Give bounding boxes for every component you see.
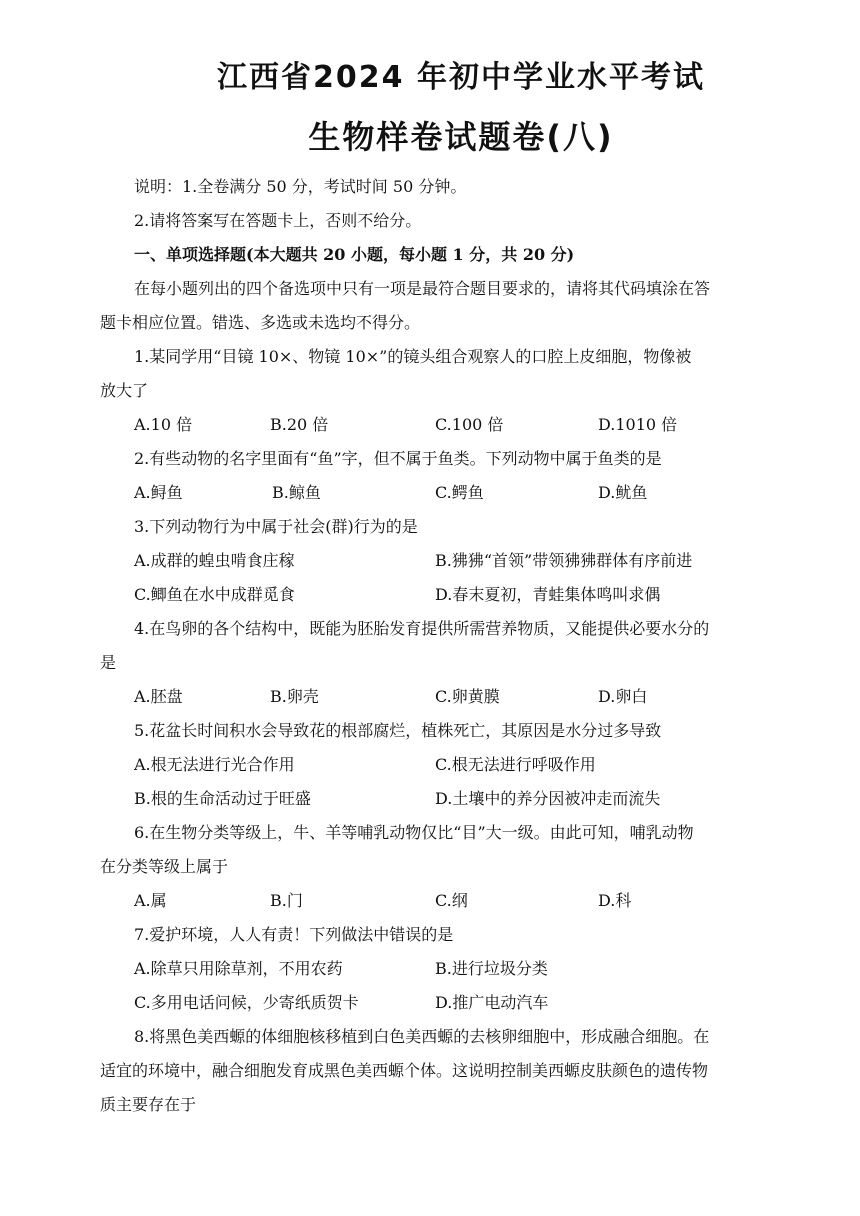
- option-d: D.科: [598, 891, 632, 910]
- option-c: C.鲫鱼在水中成群觅食: [134, 585, 295, 604]
- question-stem: 质主要存在于: [100, 1095, 197, 1114]
- option-c: C.纲: [435, 891, 468, 910]
- question-stem: 4.在鸟卵的各个结构中，既能为胚胎发育提供所需营养物质，又能提供必要水分的: [134, 619, 710, 638]
- question-stem: 是: [100, 653, 117, 672]
- question-stem: 2.有些动物的名字里面有“鱼”字，但不属于鱼类。下列动物中属于鱼类的是: [134, 449, 662, 468]
- option-c: C.100 倍: [435, 415, 504, 434]
- question-stem: 5.花盆长时间积水会导致花的根部腐烂，植株死亡，其原因是水分过多导致: [134, 721, 662, 740]
- option-b: B.狒狒“首领”带领狒狒群体有序前进: [435, 551, 693, 570]
- option-d: D.春末夏初，青蛙集体鸣叫求偶: [435, 585, 661, 604]
- option-d: D.推广电动汽车: [435, 993, 549, 1012]
- question-stem: 8.将黑色美西螈的体细胞核移植到白色美西螈的去核卵细胞中，形成融合细胞。在: [134, 1027, 710, 1046]
- question-stem: 在分类等级上属于: [100, 857, 229, 876]
- option-a: A.10 倍: [134, 415, 193, 434]
- question-stem: 7.爱护环境，人人有责！下列做法中错误的是: [134, 925, 454, 944]
- option-b: B.鲸鱼: [272, 483, 321, 502]
- note-line: 说明：1.全卷满分 50 分，考试时间 50 分钟。: [134, 177, 467, 196]
- option-c: C.多用电话问候，少寄纸质贺卡: [134, 993, 359, 1012]
- option-d: D.1010 倍: [598, 415, 678, 434]
- section-instruction: 在每小题列出的四个备选项中只有一项是最符合题目要求的，请将其代码填涂在答: [134, 279, 711, 298]
- question-stem: 3.下列动物行为中属于社会(群)行为的是: [134, 517, 418, 536]
- question-stem: 放大了: [100, 381, 149, 400]
- option-c: C.卵黄膜: [435, 687, 500, 706]
- option-c: C.根无法进行呼吸作用: [435, 755, 596, 774]
- page-title: 江西省2024 年初中学业水平考试: [217, 60, 705, 95]
- option-d: D.土壤中的养分因被冲走而流失: [435, 789, 661, 808]
- option-a: A.属: [134, 891, 167, 910]
- option-a: A.鲟鱼: [134, 483, 183, 502]
- option-c: C.鳄鱼: [435, 483, 484, 502]
- option-b: B.20 倍: [270, 415, 329, 434]
- option-b: B.门: [270, 891, 303, 910]
- option-a: A.除草只用除草剂，不用农药: [134, 959, 343, 978]
- option-a: A.根无法进行光合作用: [134, 755, 295, 774]
- option-b: B.根的生命活动过于旺盛: [134, 789, 311, 808]
- option-a: A.成群的蝗虫啃食庄稼: [134, 551, 295, 570]
- option-b: B.卵壳: [270, 687, 319, 706]
- note-line: 2.请将答案写在答题卡上，否则不给分。: [134, 211, 422, 230]
- question-stem: 6.在生物分类等级上，牛、羊等哺乳动物仅比“目”大一级。由此可知，哺乳动物: [134, 823, 694, 842]
- section-heading: 一、单项选择题(本大题共 20 小题，每小题 1 分，共 20 分): [134, 245, 575, 264]
- option-d: D.鱿鱼: [598, 483, 648, 502]
- option-b: B.进行垃圾分类: [435, 959, 548, 978]
- section-instruction: 题卡相应位置。错选、多选或未选均不得分。: [100, 313, 421, 332]
- option-a: A.胚盘: [134, 687, 183, 706]
- question-stem: 适宜的环境中，融合细胞发育成黑色美西螈个体。这说明控制美西螈皮肤颜色的遗传物: [100, 1061, 709, 1080]
- page-subtitle: 生物样卷试题卷(八): [308, 118, 614, 156]
- option-d: D.卵白: [598, 687, 648, 706]
- question-stem: 1.某同学用“目镜 10×、物镜 10×”的镜头组合观察人的口腔上皮细胞，物像被: [134, 347, 692, 366]
